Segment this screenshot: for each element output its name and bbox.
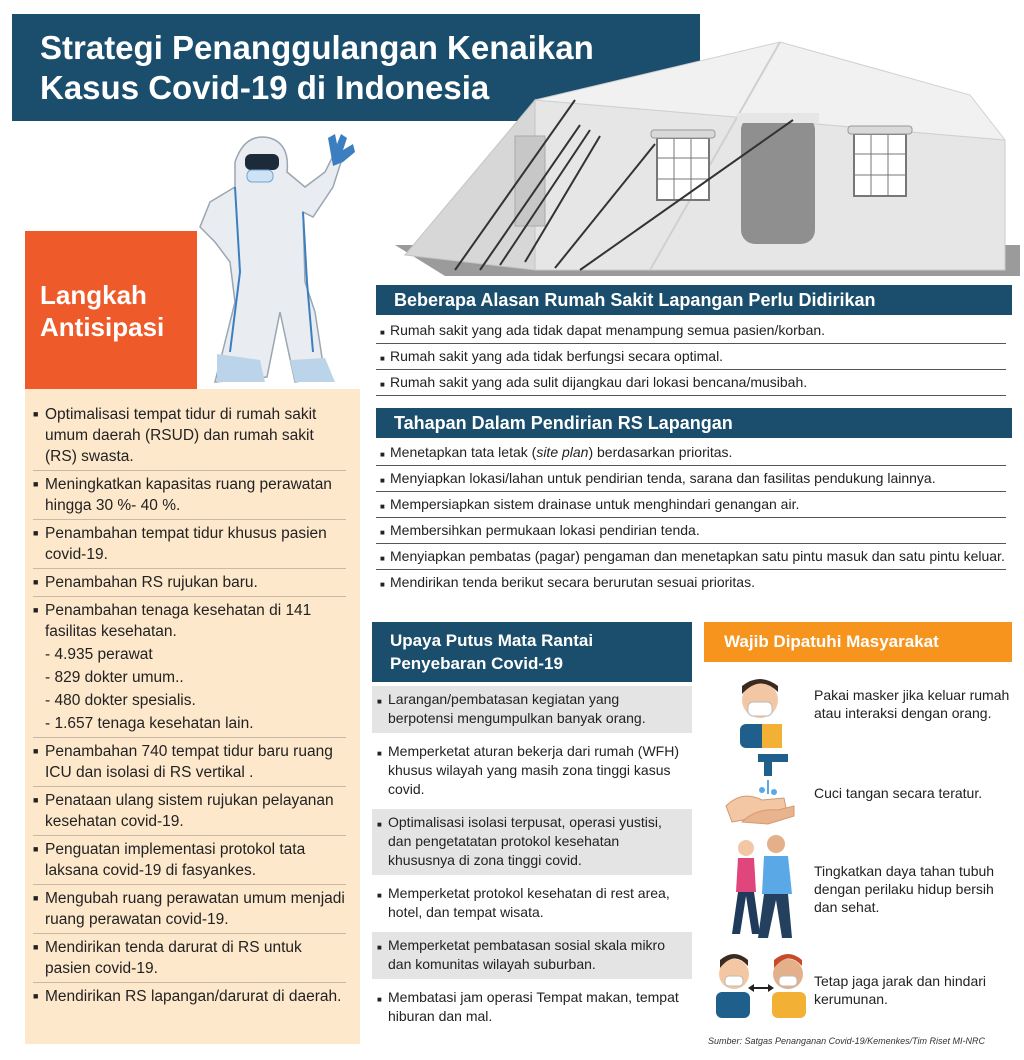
list-item: ■ Penambahan 740 tempat tidur baru ruang ICU dan isolasi di RS vertikal . — [33, 738, 346, 787]
source-credit: Sumber: Satgas Penanganan Covid-19/Kemenkes/Tim Riset MI-NRC — [708, 1036, 986, 1046]
list-item: ■ Menyiapkan lokasi/lahan untuk pendirian tenda, sarana dan fasilitas pendukung lainnya. — [376, 466, 1006, 492]
upaya-heading-line-2: Penyebaran Covid-19 — [390, 654, 563, 673]
wajib-item-distance — [712, 948, 1012, 1020]
list-item — [376, 440, 1006, 466]
list-item: ■ Rumah sakit yang ada sulit dijangkau dari lokasi bencana/musibah. — [376, 370, 1006, 396]
list-item: ■ Larangan/pembatasan kegiatan yang berpotensi mengumpulkan banyak orang. — [372, 686, 692, 733]
list-item: ■ Rumah sakit yang ada tidak dapat menampung semua pasien/korban. — [376, 318, 1006, 344]
list-item: ■ Membersihkan permukaan lokasi pendirian tenda. — [376, 518, 1006, 544]
list-item-text-c: ) berdasarkan prioritas. — [588, 444, 733, 460]
field-hospital-tent-illustration — [385, 40, 1020, 280]
list-item: ■ Mendirikan RS lapangan/darurat di daerah. — [33, 983, 346, 1010]
wajib-item-text: Pakai masker jika keluar rumah atau interaksi dengan orang. — [814, 687, 1010, 721]
alasan-heading: Beberapa Alasan Rumah Sakit Lapangan Perlu Didirikan — [376, 285, 1012, 315]
title-line-2: Kasus Covid-19 di Indonesia — [40, 69, 490, 106]
list-item: ■ Penataan ulang sistem rujukan pelayanan kesehatan covid-19. — [33, 787, 346, 836]
jogging-couple-icon — [712, 834, 808, 944]
upaya-heading — [372, 622, 692, 682]
list-item-text-italic: site plan — [536, 444, 589, 460]
list-item: ■ Memperketat aturan bekerja dari rumah (WFH) khusus wilayah yang masih zona tinggi kasus covid. — [372, 738, 692, 804]
wajib-item-text: Cuci tangan secara teratur. — [814, 785, 983, 801]
list-item-with-subitems — [33, 597, 346, 738]
upaya-heading-line-1: Upaya Putus Mata Rantai — [390, 631, 594, 650]
list-item: ■ Memperketat pembatasan sosial skala mikro dan komunitas wilayah suburban. — [372, 932, 692, 979]
langkah-heading-line-1: Langkah — [40, 280, 147, 310]
sub-item: - 1.657 tenaga kesehatan lain. — [45, 715, 254, 732]
wajib-item-text: Tetap jaga jarak dan hindari kerumunan. — [814, 973, 987, 1007]
sub-item: - 829 dokter umum.. — [45, 669, 184, 686]
wajib-heading: Wajib Dipatuhi Masyarakat — [704, 622, 1012, 662]
list-item: ■ Membatasi jam operasi Tempat makan, tempat hiburan dan mal. — [372, 984, 692, 1031]
langkah-heading-line-2: Antisipasi — [40, 312, 165, 342]
list-item: ■ Mendirikan tenda darurat di RS untuk pasien covid-19. — [33, 934, 346, 983]
wajib-item-healthy — [712, 834, 1012, 944]
sub-item: - 4.935 perawat — [45, 646, 153, 663]
list-item: ■ Penguatan implementasi protokol tata laksana covid-19 di fasyankes. — [33, 836, 346, 885]
list-item: ■ Mengubah ruang perawatan umum menjadi ruang perawatan covid-19. — [33, 885, 346, 934]
langkah-antisipasi-list — [25, 389, 360, 1044]
mask-person-icon — [712, 672, 802, 748]
list-item: ■ Meningkatkan kapasitas ruang perawatan hingga 30 %- 40 %. — [33, 471, 346, 520]
wajib-item-handwash — [712, 750, 1012, 830]
social-distance-icon — [712, 948, 810, 1020]
list-item: ■ Optimalisasi isolasi terpusat, operasi yustisi, dan pengetatatan protokol kesehatan khususnya di zona tinggi covid. — [372, 809, 692, 875]
alasan-list — [376, 318, 1006, 396]
tahapan-list — [376, 440, 1006, 595]
list-item: ■ Mempersiapkan sistem drainase untuk menghindari genangan air. — [376, 492, 1006, 518]
list-item: ■ Memperketat protokol kesehatan di rest area, hotel, dan tempat wisata. — [372, 880, 692, 927]
wajib-item-mask — [712, 672, 1012, 750]
upaya-list — [372, 686, 692, 1036]
sub-item: - 480 dokter spesialis. — [45, 692, 196, 709]
list-item-text: Penambahan tenaga kesehatan di 141 fasilitas kesehatan. — [45, 602, 312, 640]
tahapan-heading: Tahapan Dalam Pendirian RS Lapangan — [376, 408, 1012, 438]
handwash-icon — [712, 750, 804, 830]
wajib-item-text: Tingkatkan daya tahan tubuh dengan perilaku hidup bersih dan sehat. — [814, 863, 995, 915]
list-item-text-a: Menetapkan tata letak ( — [390, 444, 537, 460]
list-item: ■ Mendirikan tenda berikut secara berurutan sesuai prioritas. — [376, 570, 1006, 595]
list-item: ■ Menyiapkan pembatas (pagar) pengaman dan menetapkan satu pintu masuk dan satu pintu keluar. — [376, 544, 1006, 570]
title-line-1: Strategi Penanggulangan Kenaikan — [40, 29, 594, 66]
list-item: ■ Optimalisasi tempat tidur di rumah sakit umum daerah (RSUD) dan rumah sakit (RS) swasta. — [33, 401, 346, 471]
langkah-antisipasi-header — [25, 231, 197, 389]
hazmat-worker-illustration — [195, 132, 360, 397]
list-item: ■ Rumah sakit yang ada tidak berfungsi secara optimal. — [376, 344, 1006, 370]
list-item: ■ Penambahan tempat tidur khusus pasien covid-19. — [33, 520, 346, 569]
list-item: ■ Penambahan RS rujukan baru. — [33, 569, 346, 597]
